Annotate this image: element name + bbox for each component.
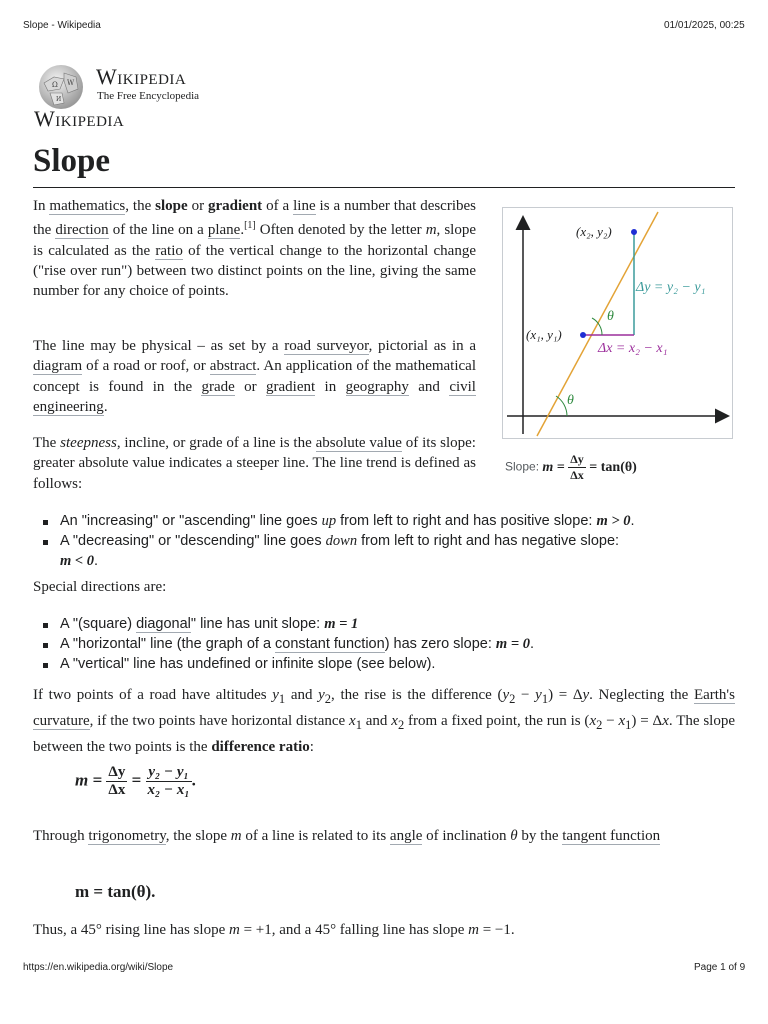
theta-label-bottom: θ — [567, 393, 574, 408]
text: of the line on a — [108, 222, 208, 239]
eq-period: . — [191, 770, 196, 790]
text: in — [315, 378, 346, 395]
text: of its slope: greater absolute value indicates a steeper line. The line trend is defined as follows: — [33, 435, 476, 492]
bold-difference-ratio: difference ratio — [211, 739, 310, 755]
text: A "(square) — [60, 616, 137, 632]
text: and — [285, 687, 319, 703]
text: . — [103, 398, 108, 415]
reference-1[interactable]: [1] — [244, 220, 256, 232]
text: . The slope between the two points is the — [33, 713, 736, 755]
link-absolute-value[interactable]: absolute value — [315, 435, 402, 451]
eq-denominator: Δx — [108, 782, 126, 798]
sub: 2 — [596, 718, 603, 732]
text: . — [240, 222, 245, 239]
text: or — [234, 378, 267, 395]
link-diagonal[interactable]: diagonal — [136, 616, 191, 632]
var: x — [618, 713, 626, 729]
theta-label-top: θ — [607, 309, 614, 324]
text: An "increasing" or "ascending" line goes — [60, 513, 322, 529]
text: of the vertical change to the horizontal change ("rise over run") between two distinct points on the line, giving the same number for any choice of points. — [33, 242, 477, 300]
bold-gradient: gradient — [208, 198, 263, 214]
link-diagram[interactable]: diagram — [33, 358, 83, 375]
text: , the rise is the difference ( — [331, 687, 503, 703]
eq-denominator: x₂ − x₁ — [147, 782, 190, 798]
italic-up: up — [321, 513, 337, 529]
text: and — [408, 378, 450, 395]
eq-fraction-points — [146, 764, 192, 799]
link-plane[interactable]: plane — [207, 222, 241, 239]
text: or — [187, 198, 209, 214]
text: . An application of the mathematical concept is found in the — [33, 358, 476, 395]
var: x — [391, 713, 398, 729]
link-trigonometry[interactable]: trigonometry — [88, 828, 166, 844]
eq-fraction-delta — [106, 764, 127, 799]
text: , if the two points have horizontal distance — [89, 713, 350, 729]
caption-rhs: = tan(θ) — [589, 459, 637, 475]
caption-prefix: Slope: — [505, 459, 540, 474]
print-url: https://en.wikipedia.org/wiki/Slope — [23, 962, 174, 973]
link-gradient[interactable]: gradient — [266, 378, 316, 395]
eq-equals: = — [131, 770, 142, 790]
sub: 1 — [355, 718, 362, 732]
list-item — [60, 531, 750, 571]
text: − — [515, 687, 536, 703]
caption-numerator: Δy — [570, 452, 584, 466]
wikipedia-wordmark-secondary[interactable]: Wikipedia — [34, 106, 125, 131]
text: " line has unit slope: — [190, 616, 325, 632]
link-angle[interactable]: angle — [389, 828, 423, 844]
eq-lhs: m = — [75, 770, 103, 790]
wikipedia-wordmark[interactable]: Wikipedia — [96, 64, 187, 89]
text: , incline, or grade of a line is the — [116, 435, 316, 451]
sub: 2 — [324, 692, 332, 706]
sub: 2 — [397, 718, 405, 732]
slope-line — [537, 212, 658, 436]
text: . — [529, 636, 534, 652]
list-item — [60, 634, 750, 654]
var-theta: θ — [510, 828, 518, 844]
svg-text:W: W — [67, 79, 75, 87]
sub: 1 — [625, 718, 632, 732]
point-2-label: (x₂, y₂) — [576, 224, 612, 239]
text: A "decreasing" or "descending" line goes — [60, 533, 326, 549]
figure-caption — [505, 452, 637, 483]
text: ) has zero slope: — [384, 636, 496, 652]
text: The — [33, 435, 61, 451]
link-road-surveyor[interactable]: road surveyor — [284, 338, 369, 354]
text: of a — [262, 198, 294, 214]
var-m: m — [230, 828, 242, 844]
text: The line may be physical – as set by a — [33, 338, 285, 354]
svg-text:Ω: Ω — [52, 81, 58, 89]
text: A "vertical" line has undefined or infinite slope (see below). — [60, 656, 436, 672]
list-item — [60, 511, 750, 531]
var: x — [349, 713, 356, 729]
list-item — [60, 614, 750, 634]
print-tab-title: Slope - Wikipedia — [23, 20, 101, 31]
text: of a line is related to its — [241, 828, 390, 844]
point-1-label: (x₁, y₁) — [526, 327, 562, 342]
text: of a road or roof, or — [82, 358, 210, 375]
text: of inclination — [422, 828, 511, 844]
text: and — [361, 713, 392, 729]
link-constant-function[interactable]: constant function — [275, 636, 385, 652]
text: : — [309, 739, 314, 755]
eq-numerator: y₂ − y₁ — [146, 764, 192, 782]
link-earths-curvature[interactable]: Earth's curvature — [33, 687, 735, 729]
application-paragraph — [33, 336, 476, 417]
text: by the — [517, 828, 563, 844]
tangent-equation: m = tan(θ). — [75, 882, 156, 901]
slope-diagram-figure[interactable] — [502, 207, 733, 439]
run-label: Δx = x₂ − x₁ — [598, 341, 668, 356]
title-divider — [33, 187, 735, 188]
link-geography[interactable]: geography — [345, 378, 409, 395]
print-datetime: 01/01/2025, 00:25 — [664, 20, 745, 31]
var: y — [535, 687, 542, 703]
text: If two points of a road have altitudes — [33, 687, 273, 703]
math-inline: m > 0 — [596, 513, 631, 529]
var: y — [272, 687, 279, 703]
intro-paragraph — [33, 196, 476, 301]
steepness-paragraph — [33, 433, 476, 494]
link-grade[interactable]: grade — [201, 378, 235, 395]
text: − — [602, 713, 619, 729]
caption-fraction — [568, 452, 586, 483]
trend-list — [33, 511, 750, 571]
text: is a number that describes the — [33, 198, 476, 239]
link-direction[interactable]: direction — [55, 222, 109, 239]
text: , the slope — [165, 828, 231, 844]
link-abstract[interactable]: abstract — [209, 358, 257, 375]
text: In — [33, 198, 50, 214]
sub: 2 — [509, 692, 516, 706]
var-m: m — [468, 922, 479, 938]
point-1 — [580, 332, 586, 338]
var: y — [318, 687, 325, 703]
var: y — [582, 687, 590, 703]
eq-numerator: Δy — [108, 764, 126, 780]
var: y — [502, 687, 510, 703]
link-mathematics[interactable]: mathematics — [49, 198, 126, 214]
print-page-number: Page 1 of 9 — [694, 962, 746, 973]
var-m: m — [425, 222, 437, 239]
var-m: m — [228, 922, 240, 938]
text: = −1. — [478, 922, 515, 938]
wikipedia-globe-icon[interactable] — [34, 63, 88, 111]
text: . Neglecting the — [589, 687, 694, 703]
point-2 — [631, 229, 637, 235]
italic-steepness: steepness — [60, 435, 117, 451]
special-list — [33, 614, 750, 674]
text: . — [630, 513, 635, 529]
text: . — [94, 553, 99, 569]
special-directions-intro: Special directions are: — [33, 579, 167, 595]
rise-label: Δy = y₂ − y₁ — [636, 280, 706, 295]
italic-down: down — [325, 533, 358, 549]
math-inline: m < 0 — [60, 553, 95, 569]
link-ratio[interactable]: ratio — [155, 242, 183, 259]
caption-denominator: Δx — [570, 468, 584, 482]
difference-ratio-equation — [75, 764, 196, 799]
list-item — [60, 654, 750, 674]
sub: 1 — [541, 692, 549, 706]
forty-five-degree-paragraph — [33, 920, 735, 940]
link-line[interactable]: line — [293, 198, 316, 214]
math-inline: m = 0 — [495, 636, 530, 652]
wikipedia-tagline: The Free Encyclopedia — [97, 90, 200, 102]
sub: 1 — [278, 692, 286, 706]
slope-diagram — [503, 208, 732, 438]
difference-ratio-paragraph — [33, 684, 735, 758]
math-inline: m = 1 — [324, 616, 359, 632]
trigonometry-paragraph — [33, 826, 735, 847]
link-tangent-function[interactable]: tangent function — [562, 828, 661, 844]
text: Thus, a 45° rising line has slope — [33, 922, 229, 938]
text: A "horizontal" line (the graph of a — [60, 636, 276, 652]
text: = +1, and a 45° falling line has slope — [239, 922, 469, 938]
text: from left to right and has positive slope: — [336, 513, 597, 529]
link-civil-engineering[interactable]: civil engineering — [33, 378, 476, 415]
text: ) = Δ — [631, 713, 663, 729]
text: Through — [33, 828, 89, 844]
text: ) = Δ — [548, 687, 583, 703]
bold-slope: slope — [155, 198, 188, 214]
text: from a fixed point, the run is ( — [404, 713, 590, 729]
var: x — [589, 713, 597, 729]
text: from left to right and has negative slope: — [357, 533, 620, 549]
text: , pictorial as in a — [368, 338, 476, 354]
text: , slope is calculated as the — [33, 222, 476, 259]
text: Often denoted by the letter — [255, 222, 426, 239]
var: x — [662, 713, 669, 729]
page-title: Slope — [33, 143, 111, 179]
svg-text:И: И — [56, 96, 62, 103]
text: , the — [125, 198, 156, 214]
caption-lhs: m = — [542, 459, 565, 475]
